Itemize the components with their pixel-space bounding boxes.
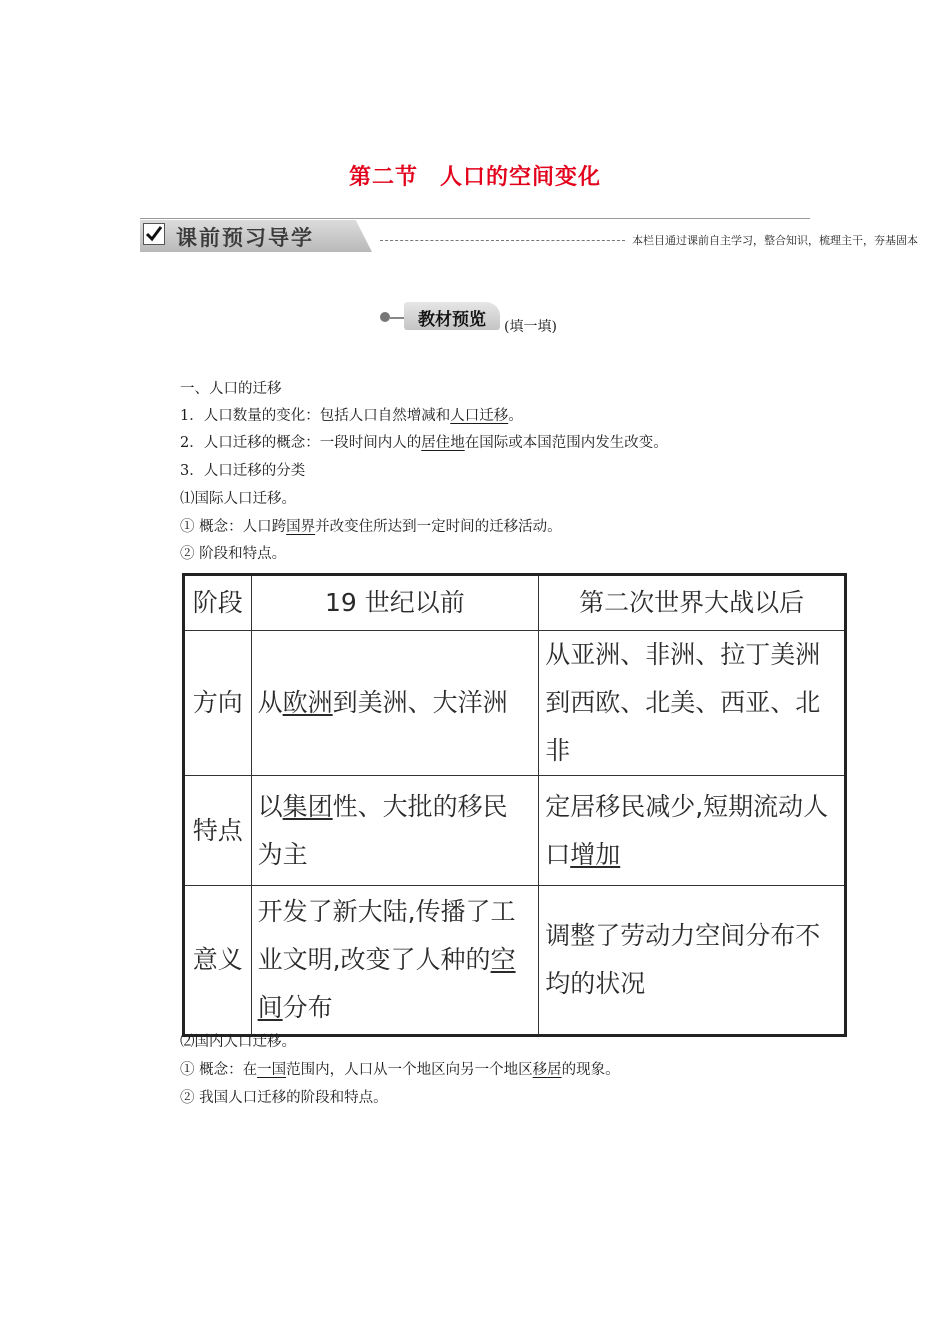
item-population-change: 1．人口数量的变化：包括人口自然增减和人口迁移。 — [180, 408, 523, 424]
subsection-label: 教材预览 — [418, 310, 486, 330]
item-domestic-stages: ② 我国人口迁移的阶段和特点。 — [180, 1090, 388, 1106]
table-row — [184, 631, 846, 776]
banner-label: 课前预习导学 — [176, 226, 314, 250]
blank-answer: 人口迁移 — [450, 408, 509, 424]
section-banner — [140, 218, 918, 254]
item-domestic: ⑵国内人口迁移。 — [180, 1034, 296, 1050]
blank-answer: 空间 — [257, 945, 516, 1022]
subsection-hint: (填一填) — [504, 319, 557, 335]
row-label: 特点 — [184, 776, 252, 886]
checkmark-icon — [143, 223, 165, 245]
page-title-topic: 人口的空间变化 — [440, 165, 602, 190]
heading-migration: 一、人口的迁移 — [180, 381, 282, 397]
item-intl-concept: ① 概念：人口跨国界并改变住所达到一定时间的迁移活动。 — [180, 519, 562, 535]
table-cell: 从欧洲到美洲、大洋洲 — [251, 631, 539, 776]
page-title — [0, 160, 950, 191]
banner-note: 本栏目通过课前自主学习，整合知识，梳理主干，夯基固本 — [632, 234, 918, 247]
item-intl-stages: ② 阶段和特点。 — [180, 546, 287, 562]
banner-rule — [140, 218, 810, 219]
table-cell: 开发了新大陆,传播了工业文明,改变了人种的空间分布 — [251, 886, 539, 1036]
table-cell: 以集团性、大批的移民为主 — [251, 776, 539, 886]
row-label: 方向 — [184, 631, 252, 776]
migration-table — [182, 573, 847, 1037]
item-international: ⑴国际人口迁移。 — [180, 491, 296, 507]
table-row — [184, 886, 846, 1036]
item-domestic-concept: ① 概念：在一国范围内，人口从一个地区向另一个地区移居的现象。 — [180, 1062, 620, 1078]
item-migration-concept: 2．人口迁移的概念：一段时间内人的居住地在国际或本国范围内发生改变。 — [180, 435, 668, 451]
table-cell: 从亚洲、非洲、拉丁美洲到西欧、北美、西亚、北非 — [539, 631, 846, 776]
table-cell: 定居移民减少,短期流动人口增加 — [539, 776, 846, 886]
bullet-dot-icon — [380, 312, 390, 322]
table-row — [184, 776, 846, 886]
blank-answer: 增加 — [570, 839, 621, 869]
blank-answer: 国界 — [286, 519, 316, 535]
row-label: 意义 — [184, 886, 252, 1036]
blank-answer: 集团 — [282, 791, 333, 821]
page-title-section: 第二节 — [348, 165, 418, 190]
blank-answer: 居住地 — [421, 435, 465, 451]
item-migration-types: 3．人口迁移的分类 — [180, 463, 306, 479]
table-cell: 调整了劳动力空间分布不均的状况 — [539, 886, 846, 1036]
table-header: 第二次世界大战以后 — [539, 575, 846, 631]
blank-answer: 欧洲 — [282, 688, 333, 717]
table-header-row — [184, 575, 846, 631]
blank-answer: 移居 — [532, 1062, 562, 1078]
blank-answer: 一国 — [257, 1062, 287, 1078]
table-header: 阶段 — [184, 575, 252, 631]
banner-dashes — [380, 240, 625, 241]
table-header: 19 世纪以前 — [251, 575, 539, 631]
